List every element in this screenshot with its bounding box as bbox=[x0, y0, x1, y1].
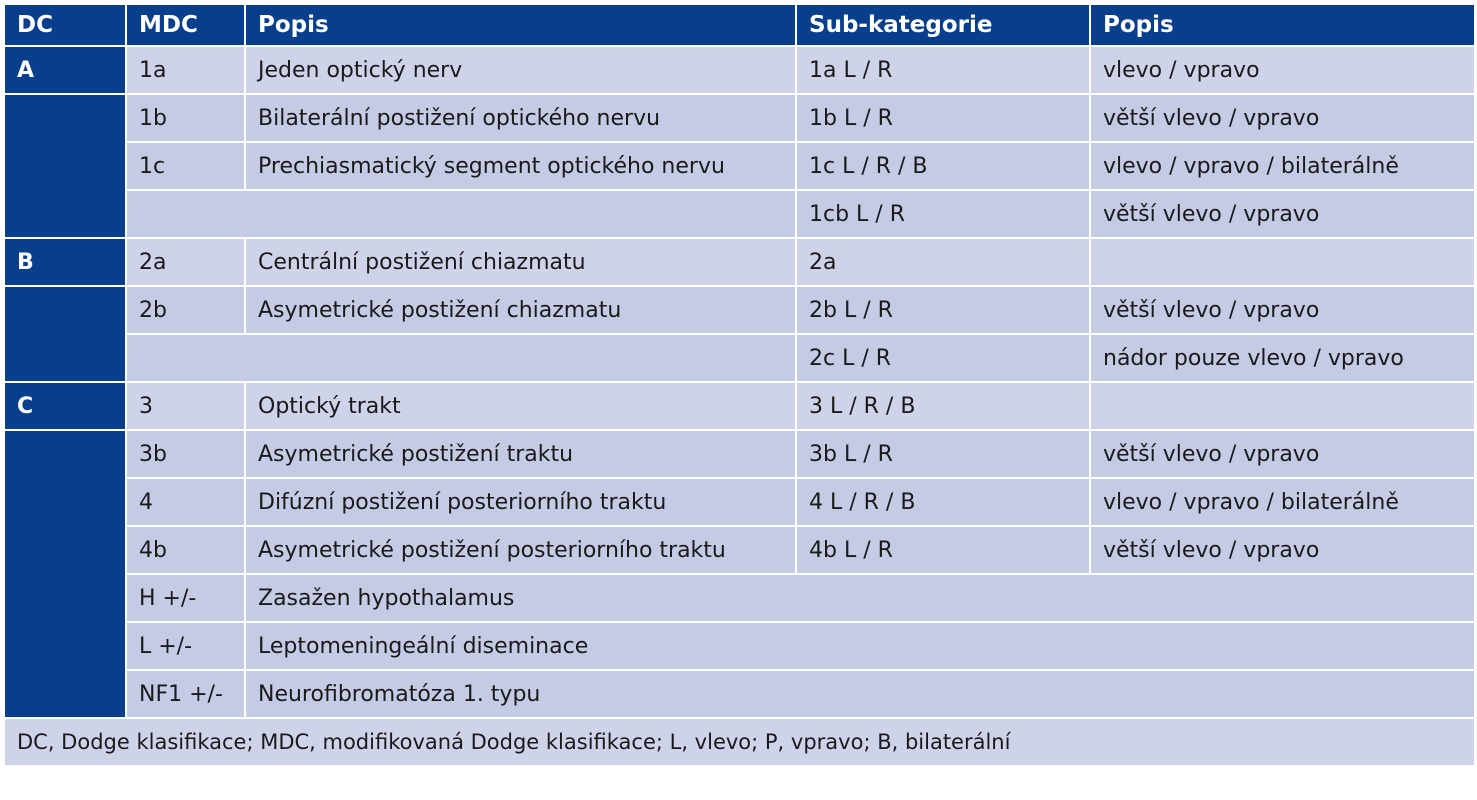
sub-cell: 1a L / R bbox=[796, 46, 1090, 94]
sub-cell: 2b L / R bbox=[796, 286, 1090, 334]
header-popis: Popis bbox=[245, 4, 796, 46]
mdc-cell: 2a bbox=[126, 238, 245, 286]
merged-empty-cell bbox=[126, 190, 796, 238]
mdc-cell: 1b bbox=[126, 94, 245, 142]
header-mdc: MDC bbox=[126, 4, 245, 46]
mdc-cell: 4b bbox=[126, 526, 245, 574]
popis-cell: Asymetrické postižení posteriorního traktu bbox=[245, 526, 796, 574]
popis-cell: Difúzní postižení posteriorního traktu bbox=[245, 478, 796, 526]
sub-cell: 4 L / R / B bbox=[796, 478, 1090, 526]
table-row bbox=[4, 526, 1475, 574]
sub-cell: 4b L / R bbox=[796, 526, 1090, 574]
popis-cell: Asymetrické postižení traktu bbox=[245, 430, 796, 478]
popis2-cell: větší vlevo / vpravo bbox=[1090, 190, 1475, 238]
dc-cell bbox=[4, 286, 126, 382]
table-row bbox=[4, 334, 1475, 382]
mdc-cell: 3 bbox=[126, 382, 245, 430]
table-row bbox=[4, 238, 1475, 286]
table-row bbox=[4, 286, 1475, 334]
footnote-row bbox=[4, 718, 1475, 766]
sub-cell: 3 L / R / B bbox=[796, 382, 1090, 430]
sub-cell: 1cb L / R bbox=[796, 190, 1090, 238]
mdc-cell: 4 bbox=[126, 478, 245, 526]
popis2-cell: větší vlevo / vpravo bbox=[1090, 286, 1475, 334]
dc-cell bbox=[4, 430, 126, 718]
popis2-cell: vlevo / vpravo / bilaterálně bbox=[1090, 142, 1475, 190]
dodge-classification-table bbox=[3, 3, 1476, 767]
popis2-cell bbox=[1090, 238, 1475, 286]
mdc-cell: 3b bbox=[126, 430, 245, 478]
sub-cell: 1b L / R bbox=[796, 94, 1090, 142]
header-popis-sub: Popis bbox=[1090, 4, 1475, 46]
table-row bbox=[4, 430, 1475, 478]
table-row bbox=[4, 622, 1475, 670]
mdc-cell: 1a bbox=[126, 46, 245, 94]
header-dc: DC bbox=[4, 4, 126, 46]
dc-cell: A bbox=[4, 46, 126, 94]
popis-cell: Prechiasmatický segment optického nervu bbox=[245, 142, 796, 190]
sub-cell: 1c L / R / B bbox=[796, 142, 1090, 190]
popis2-cell: větší vlevo / vpravo bbox=[1090, 430, 1475, 478]
mdc-cell: 1c bbox=[126, 142, 245, 190]
dc-cell: B bbox=[4, 238, 126, 286]
merged-empty-cell bbox=[126, 334, 796, 382]
mdc-cell: NF1 +/- bbox=[126, 670, 245, 718]
sub-cell: 3b L / R bbox=[796, 430, 1090, 478]
dc-cell: C bbox=[4, 382, 126, 430]
popis-cell: Bilaterální postižení optického nervu bbox=[245, 94, 796, 142]
popis2-cell: vlevo / vpravo / bilaterálně bbox=[1090, 478, 1475, 526]
header-row bbox=[4, 4, 1475, 46]
table-footnote: DC, Dodge klasifikace; MDC, modifikovaná Dodge klasifikace; L, vlevo; P, vpravo; B, bilaterální bbox=[4, 718, 1475, 766]
popis2-cell: vlevo / vpravo bbox=[1090, 46, 1475, 94]
mdc-cell: 2b bbox=[126, 286, 245, 334]
table-row bbox=[4, 142, 1475, 190]
popis2-cell: nádor pouze vlevo / vpravo bbox=[1090, 334, 1475, 382]
popis2-cell: větší vlevo / vpravo bbox=[1090, 94, 1475, 142]
popis-cell: Centrální postižení chiazmatu bbox=[245, 238, 796, 286]
popis2-cell: větší vlevo / vpravo bbox=[1090, 526, 1475, 574]
popis2-cell bbox=[1090, 382, 1475, 430]
table-row bbox=[4, 670, 1475, 718]
table-row bbox=[4, 46, 1475, 94]
header-sub-kategorie: Sub-kategorie bbox=[796, 4, 1090, 46]
popis-cell: Jeden optický nerv bbox=[245, 46, 796, 94]
table-row bbox=[4, 382, 1475, 430]
sub-cell: 2c L / R bbox=[796, 334, 1090, 382]
table-row bbox=[4, 94, 1475, 142]
mdc-cell: L +/- bbox=[126, 622, 245, 670]
sub-cell: 2a bbox=[796, 238, 1090, 286]
table-row bbox=[4, 478, 1475, 526]
table-row bbox=[4, 190, 1475, 238]
table-row bbox=[4, 574, 1475, 622]
popis-cell: Neurofibromatóza 1. typu bbox=[245, 670, 1475, 718]
popis-cell: Asymetrické postižení chiazmatu bbox=[245, 286, 796, 334]
popis-cell: Zasažen hypothalamus bbox=[245, 574, 1475, 622]
popis-cell: Leptomeningeální diseminace bbox=[245, 622, 1475, 670]
mdc-cell: H +/- bbox=[126, 574, 245, 622]
dc-cell bbox=[4, 94, 126, 238]
popis-cell: Optický trakt bbox=[245, 382, 796, 430]
